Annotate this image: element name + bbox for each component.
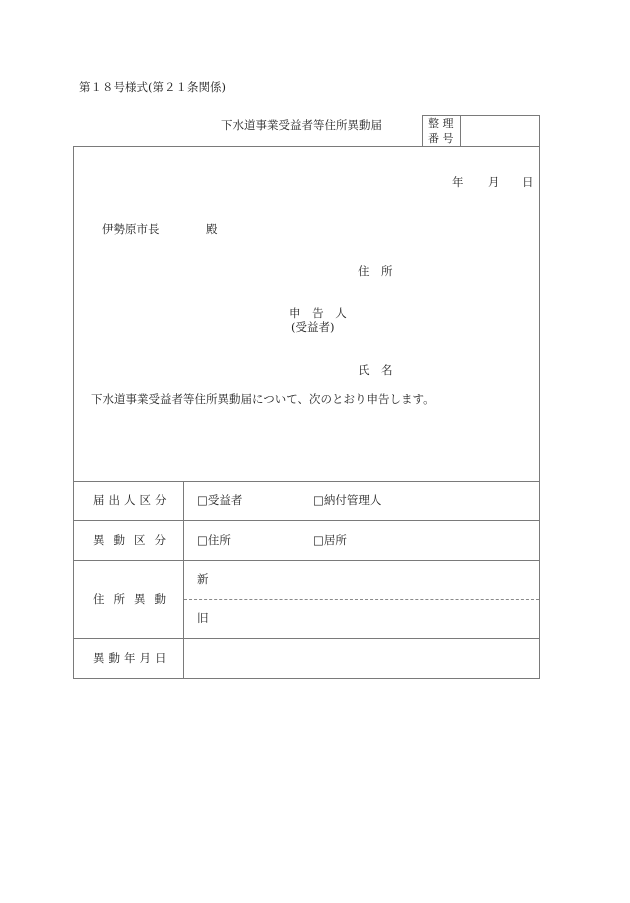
row-divider-1 xyxy=(73,520,539,521)
main-box-bottom-border xyxy=(73,678,540,679)
table-label-column-divider xyxy=(183,481,184,678)
form-number: 第１８号様式(第２１条関係) xyxy=(79,80,226,94)
date-day-label: 日 xyxy=(522,175,534,189)
declarant-role-label: 申 告 人 xyxy=(289,306,351,320)
address-change-dashed-divider xyxy=(184,599,539,600)
declarant-address-label: 住 所 xyxy=(358,264,393,278)
checkbox-beneficiary[interactable]: □受益者 xyxy=(197,493,243,507)
declarant-name-label: 氏 名 xyxy=(358,363,393,377)
addressee-name: 伊勢原市長 xyxy=(102,222,160,236)
new-address-label: 新 xyxy=(197,572,209,586)
checkbox-residence[interactable]: □居所 xyxy=(313,533,347,547)
date-year-label: 年 xyxy=(452,175,464,189)
reference-number-field[interactable] xyxy=(461,116,538,145)
change-date-field[interactable] xyxy=(185,640,538,677)
reference-label-line2: 番 号 xyxy=(428,132,454,145)
addressee-honorific: 殿 xyxy=(206,222,218,236)
reference-box-left-border xyxy=(422,115,423,146)
new-address-field[interactable] xyxy=(214,562,538,598)
table-top-border xyxy=(73,481,539,482)
row-divider-2 xyxy=(73,560,539,561)
row-label-declarant-type: 届出人区分 xyxy=(93,493,171,507)
date-month-label: 月 xyxy=(488,175,500,189)
checkbox-address[interactable]: □住所 xyxy=(197,533,231,547)
declarant-role-sub: (受益者) xyxy=(291,320,335,334)
reference-label-line1: 整 理 xyxy=(428,117,454,130)
old-address-label: 旧 xyxy=(197,611,209,625)
row-label-change-date: 異動年月日 xyxy=(93,651,171,665)
main-box-top-border xyxy=(73,146,539,147)
row-label-address-change: 住所異動 xyxy=(93,592,175,606)
main-box-left-border xyxy=(73,146,74,678)
main-box-right-border xyxy=(539,115,540,678)
row-divider-3 xyxy=(73,638,539,639)
statement-text: 下水道事業受益者等住所異動届について、次のとおり申告します。 xyxy=(91,392,435,406)
row-label-change-type: 異動区分 xyxy=(93,533,175,547)
checkbox-payment-manager[interactable]: □納付管理人 xyxy=(313,493,382,507)
old-address-field[interactable] xyxy=(214,601,538,637)
form-title: 下水道事業受益者等住所異動届 xyxy=(221,118,382,132)
